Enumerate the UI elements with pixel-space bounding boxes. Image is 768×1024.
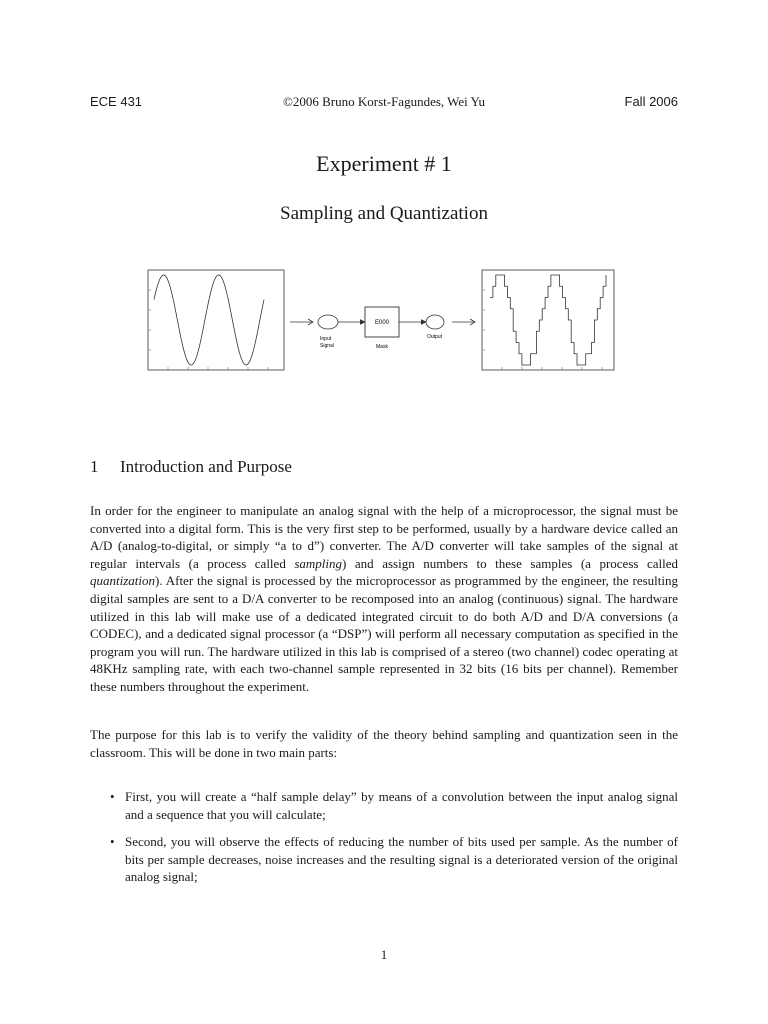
intro-text-2: ) and assign numbers to these samples (a process called (342, 555, 678, 571)
intro-text-1: In order for the engineer to manipulate an analog signal with the help of a microprocessor, the signal must be converted into a digital form. This is the very first step to be performed, usually by a hardware device called an A/D (analog-to-digital, or simply “a to d”) converter. The A/D converter will take samples of the signal at regular intervals (a process called (90, 503, 678, 571)
page-number: 1 (380, 947, 388, 962)
output-signal-plot (482, 270, 614, 370)
input-label: Input (320, 336, 332, 342)
block-label: E000 (374, 320, 390, 326)
quantized-wave (490, 275, 606, 365)
system-diagram (140, 265, 630, 385)
list-item (90, 788, 678, 823)
system-figure (140, 265, 630, 385)
bullet-icon: • (110, 834, 115, 850)
input-signal-plot (148, 270, 284, 370)
section-heading (90, 456, 292, 478)
section-title: Introduction and Purpose (120, 457, 292, 476)
list-item-text: Second, you will observe the effects of reducing the number of bits used per sample. As the number of bits per sample decreases, noise increases and the resulting signal is a deteriorated version of the original analog signal; (125, 834, 678, 885)
purpose-paragraph: The purpose for this lab is to verify the validity of the theory behind sampling and quantization seen in the classroom. This will be done in two main parts: (90, 727, 678, 760)
intro-text-3: ). After the signal is processed by the microprocessor as programmed by the engineer, the resulting digital samples are sent to a D/A converter to be recomposed into an analog (continuous) signal. The hardware utilized in this lab will make use of a dedicated integrated circuit to do both A/D and D/A conversions (a CODEC), and a dedicated signal processor (a “DSP”) will perform all necessary computation as specified in the program you will run. The hardware utilized in this lab is comprised of a stereo (two channel) codec operating at 48KHz sampling rate, with each two-channel sample represented in 32 bits (16 bits per channel). Remember these numbers throughout the experiment. (90, 573, 678, 694)
term-sampling: sampling (294, 555, 343, 571)
output-node (426, 315, 444, 329)
page-title: Experiment # 1 (316, 151, 452, 176)
section-number: 1 (90, 457, 99, 476)
intro-paragraph (90, 502, 678, 696)
list-item-text: First, you will create a “half sample delay” by means of a convolution between the input analog signal and a sequence that you will calculate; (125, 789, 678, 822)
signal-label: Signal (320, 343, 334, 349)
header-term: Fall 2006 (624, 94, 678, 109)
list-item (90, 833, 678, 886)
sine-wave (154, 275, 264, 365)
header-course: ECE 431 (90, 94, 143, 109)
term-quantization: quantization (90, 573, 156, 589)
input-node (318, 315, 338, 329)
mask-label: Mask (376, 344, 388, 350)
bullet-icon: • (110, 789, 115, 804)
header-copyright: ©2006 Bruno Korst-Fagundes, Wei Yu (282, 94, 485, 109)
bullet-list (90, 788, 678, 896)
page-subtitle: Sampling and Quantization (280, 203, 488, 224)
output-label: Output (427, 334, 443, 340)
